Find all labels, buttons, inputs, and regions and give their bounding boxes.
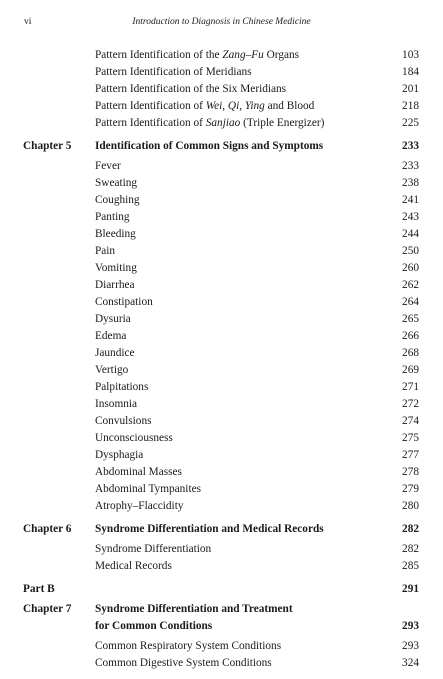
toc-entry-title: Panting [95,211,130,223]
toc-entry-page: 277 [402,449,419,461]
toc-entry-page: 324 [402,657,419,669]
toc-entry-page: 272 [402,398,419,410]
toc-entry-title: Abdominal Masses [95,466,182,478]
toc-entry-page: 282 [402,543,419,555]
toc-entry-title: Pattern Identification of the Six Meridians [95,83,287,95]
toc-entry-title: Common Respiratory System Conditions [95,640,282,652]
toc-entry-title: Convulsions [95,415,152,427]
toc-entry-title: Dysphagia [95,449,144,461]
toc-entry-title: Abdominal Tympanites [95,483,201,495]
toc-part-b[interactable] [0,581,443,598]
toc-entry-page: 184 [402,66,419,78]
toc-entry-page: 280 [402,500,419,512]
toc-entry[interactable] [0,294,443,311]
toc-entry[interactable] [0,158,443,175]
toc-entry-page: 241 [402,194,419,206]
chapter-page: 282 [402,523,419,535]
toc-entry-title: Pattern Identification of Sanjiao (Triple Energizer) [95,117,325,129]
toc-entry-page: 293 [402,640,419,652]
toc-entry[interactable] [0,345,443,362]
toc-entry-page: 201 [402,83,419,95]
part-label: Part B [23,583,55,595]
toc-entry-sanjiao[interactable] [0,115,443,132]
toc-entry-wei-qi-ying[interactable] [0,98,443,115]
chapter-title: Identification of Common Signs and Symptoms [95,140,324,152]
chapter-title: Syndrome Differentiation and Medical Records [95,523,324,535]
toc-entry[interactable] [0,328,443,345]
toc-entry[interactable] [0,464,443,481]
toc-entry[interactable] [0,447,443,464]
toc-entry-page: 269 [402,364,419,376]
chapter-page: 233 [402,140,419,152]
toc-entry-title: Palpitations [95,381,149,393]
chapter-title-line-1: Syndrome Differentiation and Treatment [95,603,293,615]
toc-entry[interactable] [0,481,443,498]
toc-entry[interactable] [0,396,443,413]
toc-entry-page: 238 [402,177,419,189]
toc-entry-page: 285 [402,560,419,572]
toc-entry[interactable] [0,430,443,447]
toc-entry[interactable] [0,175,443,192]
toc-entry[interactable] [0,541,443,558]
toc-entry-title: Dysuria [95,313,131,325]
toc-entry-page: 278 [402,466,419,478]
header-page-number: vi [24,17,32,27]
toc-entry[interactable] [0,209,443,226]
toc-entry-page: 266 [402,330,419,342]
table-of-contents [0,47,443,672]
toc-entry-title: Syndrome Differentiation [95,543,212,555]
running-header [24,17,419,29]
toc-entry-title: Pain [95,245,116,257]
toc-entry-title: Atrophy–Flaccidity [95,500,184,512]
toc-entry-page: 244 [402,228,419,240]
toc-entry-title: Fever [95,160,121,172]
toc-entry-title: Vomiting [95,262,137,274]
toc-entry[interactable] [0,655,443,672]
toc-entry-page: 274 [402,415,419,427]
toc-entry-title: Unconsciousness [95,432,173,444]
toc-entry[interactable] [0,226,443,243]
toc-entry-page: 268 [402,347,419,359]
toc-entry-page: 218 [402,100,419,112]
toc-entry-title: Constipation [95,296,153,308]
part-page: 291 [402,583,419,595]
chapter-5-entries [0,158,443,515]
toc-entry[interactable] [0,379,443,396]
toc-entry-title: Jaundice [95,347,135,359]
toc-chapter-5[interactable] [0,138,443,155]
toc-chapter-6[interactable] [0,521,443,538]
chapter-label: Chapter 5 [23,140,72,152]
toc-entry-page: 103 [402,49,419,61]
toc-entry-page: 233 [402,160,419,172]
toc-entry-title: Edema [95,330,127,342]
toc-entry-title: Sweating [95,177,138,189]
toc-entry[interactable] [0,558,443,575]
chapter-label: Chapter 6 [23,523,72,535]
toc-entry[interactable] [0,192,443,209]
toc-entry-meridians[interactable] [0,64,443,81]
chapter-page: 293 [402,620,419,632]
toc-entry-title: Vertigo [95,364,129,376]
toc-entry-page: 250 [402,245,419,257]
toc-entry-title: Insomnia [95,398,138,410]
toc-entry-page: 260 [402,262,419,274]
toc-entry-title: Pattern Identification of Meridians [95,66,252,78]
toc-entry[interactable] [0,638,443,655]
toc-entry[interactable] [0,413,443,430]
chapter-label: Chapter 7 [23,603,72,615]
toc-entry-page: 279 [402,483,419,495]
toc-entry[interactable] [0,311,443,328]
chapter-title-line-2: for Common Conditions [95,620,213,632]
toc-entry-page: 275 [402,432,419,444]
toc-chapter-7[interactable] [0,601,443,618]
toc-entry-title: Diarrhea [95,279,135,291]
toc-entry-page: 262 [402,279,419,291]
toc-entry-page: 264 [402,296,419,308]
toc-entry[interactable] [0,243,443,260]
toc-entry-page: 225 [402,117,419,129]
toc-entry[interactable] [0,260,443,277]
toc-entry-zang-fu[interactable] [0,47,443,64]
toc-entry-page: 271 [402,381,419,393]
toc-entry[interactable] [0,498,443,515]
toc-entry-title: Common Digestive System Conditions [95,657,272,669]
toc-entry-page: 265 [402,313,419,325]
toc-entry[interactable] [0,277,443,294]
toc-chapter-7-cont[interactable] [0,618,443,635]
toc-entry-six-meridians[interactable] [0,81,443,98]
toc-entry-title: Bleeding [95,228,136,240]
toc-entry-title: Medical Records [95,560,172,572]
header-running-title: Introduction to Diagnosis in Chinese Medicine [132,17,311,27]
toc-entry-page: 243 [402,211,419,223]
toc-entry-title: Pattern Identification of the Zang–Fu Organs [95,49,300,61]
toc-entry-title: Coughing [95,194,140,206]
toc-entry-title: Pattern Identification of Wei, Qi, Ying and Blood [95,100,315,112]
toc-entry[interactable] [0,362,443,379]
